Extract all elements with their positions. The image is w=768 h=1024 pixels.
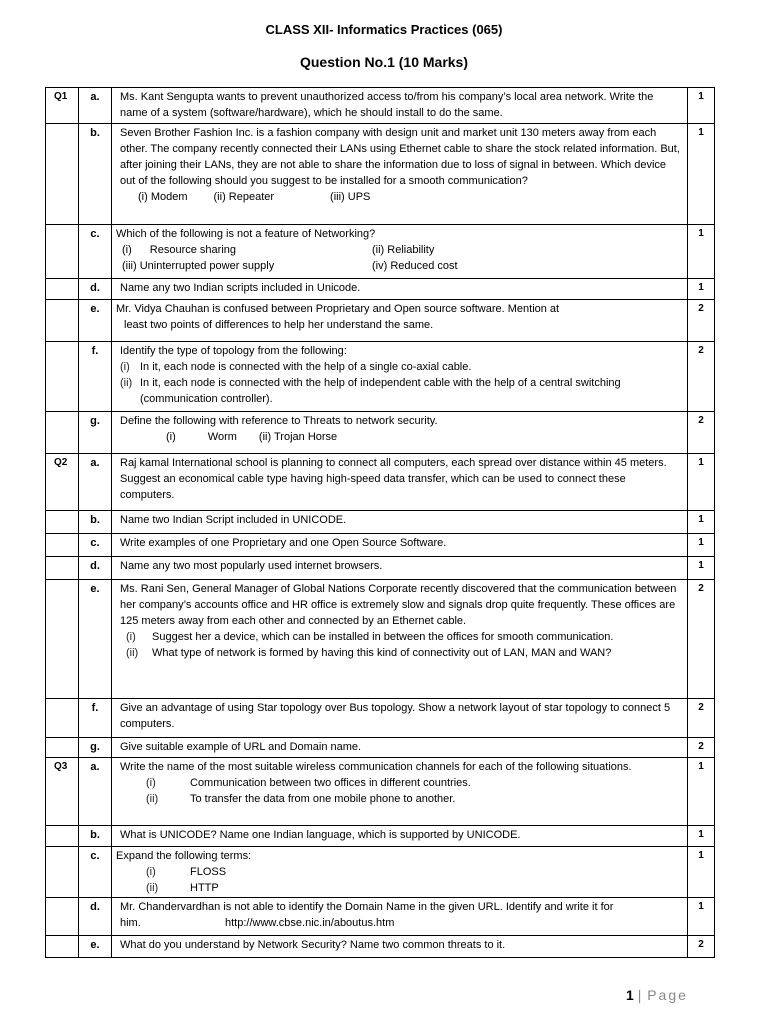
option: (ii) Repeater xyxy=(213,191,275,203)
marks: 1 xyxy=(688,88,715,124)
marks: 1 xyxy=(688,534,715,557)
marks: 2 xyxy=(688,580,715,699)
page-separator: | xyxy=(637,987,644,1003)
sub-label: f. xyxy=(79,699,112,738)
list-item: (i) Communication between two offices in different countries. xyxy=(146,777,471,789)
question-text: Name two Indian Script included in UNICODE. xyxy=(112,511,688,534)
sub-label: b. xyxy=(79,826,112,847)
marks: 1 xyxy=(688,454,715,511)
option: (i) Modem xyxy=(138,191,188,203)
question-number: Q3 xyxy=(46,758,79,826)
sub-label: d. xyxy=(79,898,112,936)
table-row xyxy=(46,738,715,758)
question-text: Give suitable example of URL and Domain name. xyxy=(112,738,688,758)
option: Resource sharing xyxy=(149,244,236,256)
table-row xyxy=(46,300,715,342)
sub-label: a. xyxy=(79,454,112,511)
marks: 1 xyxy=(688,758,715,826)
table-row xyxy=(46,124,715,225)
question-text: What do you understand by Network Security? Name two common threats to it. xyxy=(112,936,688,958)
question-text: Name any two Indian scripts included in Unicode. xyxy=(112,279,688,300)
question-text: Define the following with reference to Threats to network security. xyxy=(120,415,438,427)
list-item: (i) Suggest her a device, which can be installed in between the offices for smooth communication. xyxy=(126,631,614,643)
table-row xyxy=(46,454,715,511)
table-row xyxy=(46,699,715,738)
list-item: (i) FLOSS xyxy=(146,866,227,878)
marks: 2 xyxy=(688,936,715,958)
sub-label: e. xyxy=(79,580,112,699)
marks: 1 xyxy=(688,847,715,898)
option: (iii) Uninterrupted power supply xyxy=(122,260,275,272)
question-text: Give an advantage of using Star topology over Bus topology. Show a network layout of star topology to connect 5 computers. xyxy=(112,699,688,738)
sub-label: f. xyxy=(79,342,112,412)
sub-label: e. xyxy=(79,936,112,958)
question-text: Write examples of one Proprietary and one Open Source Software. xyxy=(112,534,688,557)
sub-label: a. xyxy=(79,758,112,826)
sub-label: g. xyxy=(79,738,112,758)
marks: 1 xyxy=(688,225,715,279)
list-item: (ii) To transfer the data from one mobile phone to another. xyxy=(146,793,456,805)
table-row xyxy=(46,898,715,936)
question-text: Write the name of the most suitable wireless communication channels for each of the following situations. xyxy=(120,761,632,773)
marks: 2 xyxy=(688,412,715,454)
questions-table xyxy=(45,87,715,958)
sub-label: b. xyxy=(79,511,112,534)
question-number: Q2 xyxy=(46,454,79,511)
option: Worm xyxy=(207,431,237,443)
question-text: Ms. Kant Sengupta wants to prevent unauthorized access to/from his company’s local area network. Write the name of a system (software/hardware), which he should install to do the same. xyxy=(112,88,688,124)
question-text: Name any two most popularly used internet browsers. xyxy=(112,557,688,580)
page-label: Page xyxy=(647,987,688,1003)
marks: 1 xyxy=(688,898,715,936)
option: (iii) UPS xyxy=(330,191,371,203)
marks: 1 xyxy=(688,124,715,225)
url-text: http://www.cbse.nic.in/aboutus.htm xyxy=(225,917,395,929)
page-footer xyxy=(626,987,688,1003)
options xyxy=(120,429,683,445)
table-row xyxy=(46,580,715,699)
option-number: (i) xyxy=(122,244,132,256)
sub-label: b. xyxy=(79,124,112,225)
question-text: Ms. Rani Sen, General Manager of Global Nations Corporate recently discovered that the communication between her company’s accounts office and HR office is extremely slow and signals drop quite frequently. These offices are 125 meters away from each other and connected by an Ethernet cable. xyxy=(120,583,677,627)
table-row xyxy=(46,936,715,958)
marks: 1 xyxy=(688,826,715,847)
question-number: Q1 xyxy=(46,88,79,124)
sub-label: c. xyxy=(79,534,112,557)
sub-label: e. xyxy=(79,300,112,342)
marks: 2 xyxy=(688,342,715,412)
list-item: (ii) What type of network is formed by having this kind of connectivity out of LAN, MAN and WAN? xyxy=(126,647,612,659)
option: (ii) Reliability xyxy=(372,244,435,256)
table-row xyxy=(46,342,715,412)
question-text: Seven Brother Fashion Inc. is a fashion company with design unit and market unit 130 meters away from each other. The company recently connected their LANs using Ethernet cable to share the stock related information. But, after joining their LANs, they are not able to share the information due to loss of signal in between. Which device out of the following should you suggest to be installed for a smooth communication? xyxy=(120,127,680,187)
marks: 1 xyxy=(688,557,715,580)
table-row xyxy=(46,557,715,580)
table-row xyxy=(46,758,715,826)
marks: 2 xyxy=(688,300,715,342)
table-row xyxy=(46,847,715,898)
list-item: (ii) In it, each node is connected with the help of independent cable with the help of a central switching (communication controller). xyxy=(120,377,621,405)
document-title: CLASS XII- Informatics Practices (065) xyxy=(265,22,503,37)
question-text-continued: him. xyxy=(120,917,141,929)
list-item: (ii) HTTP xyxy=(146,882,219,894)
question-text: Expand the following terms: xyxy=(116,850,252,862)
question-text: Identify the type of topology from the following: xyxy=(120,345,347,357)
question-text: Mr. Chandervardhan is not able to identify the Domain Name in the given URL. Identify and write it for xyxy=(120,901,614,913)
list-item: (i) In it, each node is connected with the help of a single co-axial cable. xyxy=(120,361,472,373)
table-row xyxy=(46,279,715,300)
page-number: 1 xyxy=(626,987,634,1003)
question-text-continued: least two points of differences to help her understand the same. xyxy=(124,319,434,331)
table-row xyxy=(46,511,715,534)
table-row xyxy=(46,534,715,557)
table-row xyxy=(46,225,715,279)
question-text: What is UNICODE? Name one Indian language, which is supported by UNICODE. xyxy=(112,826,688,847)
sub-label: d. xyxy=(79,279,112,300)
question-text: Raj kamal International school is planning to connect all computers, each spread over distance within 45 meters. Suggest an economical cable type having high-speed data transfer, which can be used to connect these computers. xyxy=(112,454,688,511)
sub-label: c. xyxy=(79,847,112,898)
options xyxy=(116,242,683,274)
sub-label: d. xyxy=(79,557,112,580)
sub-label: c. xyxy=(79,225,112,279)
marks: 2 xyxy=(688,738,715,758)
document-subtitle: Question No.1 (10 Marks) xyxy=(299,54,469,70)
marks: 2 xyxy=(688,699,715,738)
table-row xyxy=(46,88,715,124)
table-row xyxy=(46,412,715,454)
question-text: Mr. Vidya Chauhan is confused between Proprietary and Open source software. Mention at xyxy=(116,303,560,315)
option: (ii) Trojan Horse xyxy=(258,431,338,443)
option: (iv) Reduced cost xyxy=(372,260,458,272)
question-text: Which of the following is not a feature of Networking? xyxy=(116,228,376,240)
table-row xyxy=(46,826,715,847)
sub-label: g. xyxy=(79,412,112,454)
marks: 1 xyxy=(688,511,715,534)
option-number: (i) xyxy=(166,431,176,443)
sub-label: a. xyxy=(79,88,112,124)
marks: 1 xyxy=(688,279,715,300)
options xyxy=(120,189,683,205)
